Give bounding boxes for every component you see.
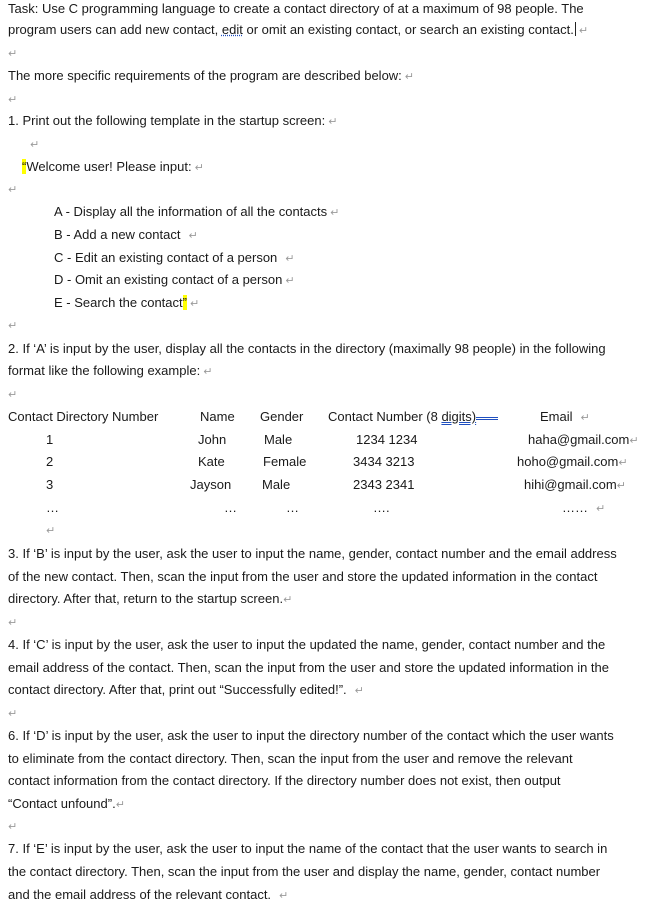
paragraph-mark-icon: ↵ (328, 116, 338, 128)
table-row-2-email (517, 453, 628, 472)
task-line-2 (8, 21, 588, 40)
req3-line-1 (8, 545, 617, 563)
req7-line-3 (8, 886, 288, 905)
paragraph-mark-icon: ↵ (8, 708, 18, 720)
table-row-2-name: Kate (198, 454, 225, 469)
paragraph-mark-icon: ↵ (616, 480, 626, 492)
paragraph-mark-icon: ↵ (8, 389, 18, 401)
table-row-3-gender: Male (262, 477, 291, 492)
req4-text-1: 4. If ‘C’ is input by the user, ask the user to input the updated the name, gender, contact number and the (8, 637, 606, 652)
header-name: Name (200, 409, 235, 424)
option-b-text: B - Add a new contact (54, 227, 181, 242)
req4-line-3 (8, 681, 364, 700)
header-contact-text: Contact Number (8 (328, 409, 442, 424)
close-quote-highlight: ” (182, 295, 187, 310)
table-ellipsis-number: … (46, 500, 59, 515)
text-cursor (575, 22, 576, 36)
paragraph-mark-icon: ↵ (115, 799, 125, 811)
req2-text-1: 2. If ‘A’ is input by the user, display all the contacts in the directory (maximally 98 people) in the following (8, 341, 606, 356)
table-ellipsis-contact: …. (373, 500, 390, 515)
table-row-1-number: 1 (46, 432, 54, 447)
option-c (54, 249, 295, 268)
open-quote-highlight: “ (22, 159, 27, 174)
req3-text-1: 3. If ‘B’ is input by the user, ask the user to input the name, gender, contact number and the email address (8, 546, 617, 561)
option-d (54, 271, 295, 290)
req3-text-2: of the new contact. Then, scan the input from the user and store the updated information in the contact (8, 569, 598, 584)
req7-text-1: 7. If ‘E’ is input by the user, ask the user to input the name of the contact that the user wants to search in (8, 841, 608, 856)
req4-text-2: email address of the contact. Then, scan the input from the user and store the updated information in the (8, 660, 610, 675)
paragraph-mark-icon: ↵ (578, 25, 589, 37)
task-line-1 (8, 0, 584, 18)
paragraph-mark-icon: ↵ (285, 275, 295, 287)
task-text-2b: or omit an existing contact, or search an existing contact. (242, 22, 574, 37)
req6-line-2 (8, 750, 573, 768)
option-a (54, 203, 339, 222)
paragraph-mark-icon: ↵ (354, 685, 364, 697)
option-a-text: A - Display all the information of all the contacts (54, 204, 328, 219)
req7-text-2: the contact directory. Then, scan the input from the user and display the name, gender, contact number (8, 864, 601, 879)
req6-text-1: 6. If ‘D’ is input by the user, ask the user to input the directory number of the contact which the user wants (8, 728, 614, 743)
table-ellipsis-name: … (224, 500, 237, 515)
paragraph-mark-icon: ↵ (8, 320, 18, 332)
req3-line-2 (8, 568, 597, 586)
req3-text-3: directory. After that, return to the startup screen. (8, 591, 284, 606)
header-email (540, 408, 590, 427)
task-text-2a: program users can add new contact, (8, 22, 222, 37)
req2-text-2: format like the following example: (8, 363, 201, 378)
option-c-text: C - Edit an existing contact of a person (54, 250, 278, 265)
empty-paragraph (8, 44, 17, 63)
empty-paragraph (8, 316, 17, 335)
paragraph-mark-icon: ↵ (30, 139, 40, 151)
req4-text-3: contact directory. After that, print out “Successfully edited!”. (8, 682, 347, 697)
row-1-email-text: haha@gmail.com (528, 432, 630, 447)
req6-text-2: to eliminate from the contact directory. Then, scan the input from the user and remove the relevant (8, 751, 573, 766)
table-row-2-number: 2 (46, 454, 54, 469)
option-b (54, 226, 198, 245)
paragraph-mark-icon: ↵ (8, 94, 18, 106)
paragraph-mark-icon: ↵ (596, 503, 606, 515)
ellipsis-email-text: …… (562, 500, 588, 515)
task-text-1: Task: Use C programming language to create a contact directory of at a maximum of 98 people. The (8, 1, 584, 16)
table-row-1-email (528, 431, 639, 450)
table-row-2-gender: Female (263, 454, 307, 469)
paragraph-mark-icon: ↵ (330, 207, 340, 219)
req2-line-2 (8, 362, 212, 381)
table-row-3-number: 3 (46, 477, 54, 492)
row-3-email-text: hihi@gmail.com (524, 477, 617, 492)
paragraph-mark-icon: ↵ (404, 71, 415, 83)
welcome-line (22, 158, 204, 177)
empty-paragraph (8, 613, 17, 632)
option-e (54, 294, 199, 313)
req3-line-3 (8, 590, 292, 609)
req6-text-4: “Contact unfound”. (8, 796, 116, 811)
paragraph-mark-icon: ↵ (46, 525, 56, 537)
spellcheck-word-edit[interactable]: edit (221, 22, 243, 37)
empty-paragraph (8, 385, 17, 404)
intro-line (8, 67, 414, 86)
req7-text-3: and the email address of the relevant contact. (8, 887, 272, 902)
table-ellipsis-gender: … (286, 500, 299, 515)
paragraph-mark-icon: ↵ (283, 594, 293, 606)
req6-line-4 (8, 795, 125, 814)
req6-line-1 (8, 727, 614, 745)
paragraph-mark-icon: ↵ (8, 617, 18, 629)
underline-tab (476, 417, 498, 420)
paragraph-mark-icon: ↵ (279, 890, 289, 902)
table-row-3-email (524, 476, 626, 495)
paragraph-mark-icon: ↵ (285, 253, 295, 265)
paragraph-mark-icon: ↵ (8, 48, 18, 60)
req6-line-3 (8, 772, 561, 790)
empty-paragraph (46, 521, 55, 540)
req1-heading (8, 112, 337, 131)
table-row-1-name: John (198, 432, 227, 447)
welcome-text: Welcome user! Please input: (26, 159, 192, 174)
empty-paragraph (8, 180, 17, 199)
req4-line-2 (8, 659, 609, 677)
req1-heading-text: 1. Print out the following template in the startup screen: (8, 113, 326, 128)
paragraph-mark-icon: ↵ (8, 821, 18, 833)
req7-line-2 (8, 863, 600, 881)
paragraph-mark-icon: ↵ (203, 366, 213, 378)
table-row-1-gender: Male (264, 432, 293, 447)
table-row-2-contact: 3434 3213 (353, 454, 415, 469)
paragraph-mark-icon: ↵ (194, 162, 204, 174)
empty-paragraph (8, 90, 17, 109)
paragraph-mark-icon: ↵ (629, 435, 639, 447)
paragraph-mark-icon: ↵ (8, 184, 18, 196)
req7-line-1 (8, 840, 607, 858)
header-gender: Gender (260, 409, 304, 424)
empty-paragraph (30, 135, 39, 154)
table-ellipsis-email (562, 499, 605, 518)
empty-paragraph (8, 817, 17, 836)
paragraph-mark-icon: ↵ (189, 298, 200, 310)
intro-text: The more specific requirements of the program are described below: (8, 68, 402, 83)
header-number: Contact Directory Number (8, 409, 159, 424)
empty-paragraph (8, 704, 17, 723)
header-contact-digits: digits) (441, 409, 477, 424)
header-contact-number (328, 408, 498, 426)
req4-line-1 (8, 636, 605, 654)
paragraph-mark-icon: ↵ (580, 412, 590, 424)
table-row-3-name: Jayson (190, 477, 232, 492)
table-row-3-contact: 2343 2341 (353, 477, 415, 492)
paragraph-mark-icon: ↵ (618, 457, 628, 469)
option-d-text: D - Omit an existing contact of a person (54, 272, 283, 287)
option-e-text: E - Search the contact (54, 295, 183, 310)
req6-text-3: contact information from the contact directory. If the directory number does not exist, then output (8, 773, 561, 788)
row-2-email-text: hoho@gmail.com (517, 454, 619, 469)
req2-line-1 (8, 340, 606, 358)
paragraph-mark-icon: ↵ (188, 230, 198, 242)
table-row-1-contact: 1234 1234 (356, 432, 418, 447)
header-email-text: Email (540, 409, 573, 424)
